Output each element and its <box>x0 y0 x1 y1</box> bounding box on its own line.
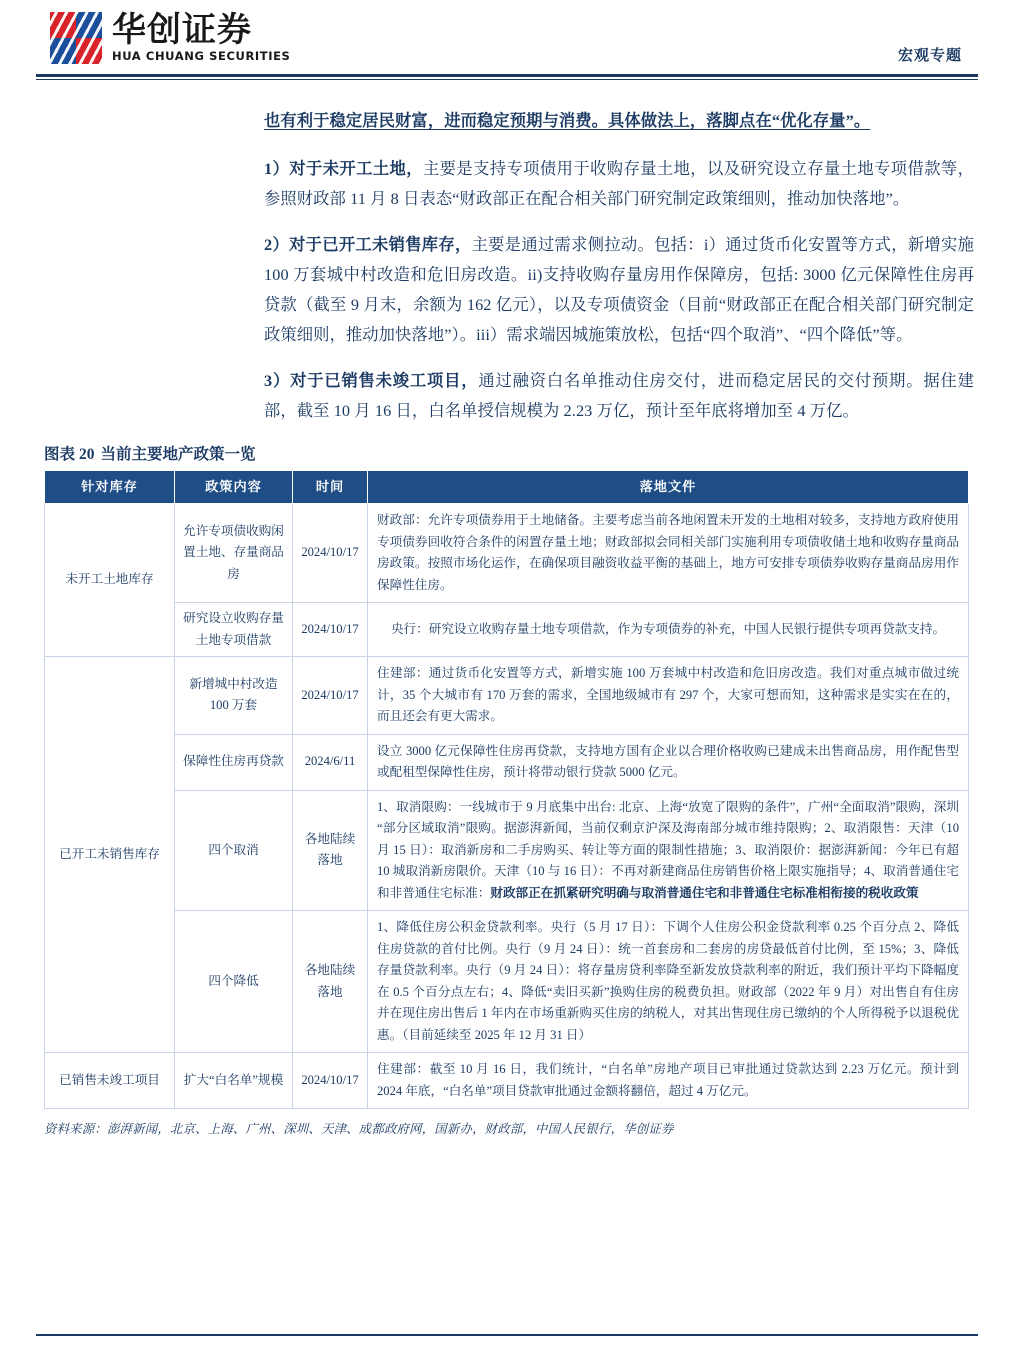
company-logo <box>50 9 291 64</box>
cell-date: 2024/10/17 <box>293 603 368 657</box>
table-row <box>45 734 969 790</box>
cell-document: 央行：研究设立收购存量土地专项借款，作为专项债券的补充，中国人民银行提供专项再贷款支持。 <box>368 603 969 657</box>
cell-policy: 扩大“白名单”规模 <box>175 1053 293 1109</box>
cell-document-bold-tail: 财政部正在抓紧研究明确与取消普通住宅和非普通住宅标准相衔接的税收政策 <box>490 885 919 900</box>
exhibit-title <box>44 442 1014 464</box>
exhibit-caption: 当前主要地产政策一览 <box>100 446 256 463</box>
table-row <box>45 657 969 735</box>
logo-chinese-name: 华创证券 <box>112 9 252 50</box>
cell-document: 住建部：截至 10 月 16 日，我们统计，“白名单”房地产项目已审批通过贷款达到 2.23 万亿元。预计到 2024 年底，“白名单”项目贷款审批通过金额将翻倍，超过 4 万亿元。 <box>368 1053 969 1109</box>
table-row <box>45 504 969 603</box>
table-row <box>45 911 969 1053</box>
cell-policy: 四个取消 <box>175 790 293 911</box>
cell-date: 2024/6/11 <box>293 734 368 790</box>
logo-english-name: HUA CHUANG SECURITIES <box>112 48 291 63</box>
header-section-label: 宏观专题 <box>897 46 962 64</box>
source-note: 资料来源：澎湃新闻，北京、上海、广州、深圳、天津、成都政府网，国新办，财政部，中国人民银行，华创证券 <box>44 1122 674 1136</box>
paragraph-3-text: 通过融资白名单推动住房交付，进而稳定居民的交付预期。据住建部，截至 10 月 16 日，白名单授信规模为 2.23 万亿，预计至年底将增加至 4 万亿。 <box>264 371 974 420</box>
cell-document: 设立 3000 亿元保障性住房再贷款，支持地方国有企业以合理价格收购已建成未出售商品房，用作配售型或配租型保障性住房，预计将带动银行贷款 5000 亿元。 <box>368 734 969 790</box>
cell-policy: 四个降低 <box>175 911 293 1053</box>
cell-document: 住建部：通过货币化安置等方式，新增实施 100 万套城中村改造和危旧房改造。我们对重点城市做过统计，35 个大城市有 170 万套的需求，全国地级城市有 297 个，大家可想而知，这种需求是实实在在的，而且还会有更大需求。 <box>368 657 969 735</box>
logo-mark-icon <box>50 12 102 64</box>
cell-category: 已销售未竣工项目 <box>45 1053 175 1109</box>
paragraph-1-text: 主要是支持专项债用于收购存量土地，以及研究设立存量土地专项借款等，参照财政部 11 月 8 日表态“财政部正在配合相关部门研究制定政策细则，推动加快落地”。 <box>264 159 974 208</box>
table-header-row <box>45 471 969 504</box>
paragraph-1 <box>264 154 974 214</box>
paragraph-3 <box>264 366 974 426</box>
column-header-document: 落地文件 <box>368 471 969 504</box>
cell-policy: 保障性住房再贷款 <box>175 734 293 790</box>
cell-document <box>368 790 969 911</box>
table-body <box>45 504 969 1109</box>
table-header <box>45 471 969 504</box>
header-divider-thin <box>36 79 978 80</box>
cell-date: 2024/10/17 <box>293 1053 368 1109</box>
body-copy <box>264 106 974 426</box>
cell-category: 已开工未销售库存 <box>45 657 175 1053</box>
paragraph-2-text: 主要是通过需求侧拉动。包括：i）通过货币化安置等方式，新增实施 100 万套城中村改造和危旧房改造。ii)支持收购存量房用作保障房，包括: 3000 亿元保障性住房再贷款（截至 9 月末，余额为 162 亿元），以及专项债资金（目前“财政部正在配合相关部门研究制定政策细则，推动加快落地”）。iii）需求端因城施策放松，包括“四个取消”、“四个降低”等。 <box>264 235 974 344</box>
column-header-policy: 政策内容 <box>175 471 293 504</box>
cell-date: 各地陆续落地 <box>293 911 368 1053</box>
footer-divider <box>36 1334 978 1336</box>
cell-policy: 允许专项债收购闲置土地、存量商品房 <box>175 504 293 603</box>
page-header <box>0 0 1014 76</box>
cell-policy: 研究设立收购存量土地专项借款 <box>175 603 293 657</box>
exhibit-label: 图表 <box>44 446 76 463</box>
table-row <box>45 790 969 911</box>
paragraph-2 <box>264 230 974 350</box>
policy-table <box>44 470 969 1109</box>
exhibit-number: 20 <box>79 446 95 463</box>
table-row <box>45 1053 969 1109</box>
paragraph-2-bold-prefix: 2）对于已开工未销售库存， <box>264 235 472 254</box>
cell-policy: 新增城中村改造 100 万套 <box>175 657 293 735</box>
paragraph-3-bold-prefix: 3）对于已销售未竣工项目， <box>264 371 479 390</box>
column-header-category: 针对库存 <box>45 471 175 504</box>
cell-category: 未开工土地库存 <box>45 504 175 657</box>
paragraph-1-bold-prefix: 1）对于未开工土地， <box>264 159 423 178</box>
lead-paragraph: 也有利于稳定居民财富，进而稳定预期与消费。具体做法上，落脚点在“优化存量”。 <box>264 111 871 130</box>
cell-document: 1、降低住房公积金贷款利率。央行（5 月 17 日）：下调个人住房公积金贷款利率 0.25 个百分点 2、降低住房贷款的首付比例。央行（9 月 24 日）：统一首套房和二套房的房贷最低首付比例，至 15%；3、降低存量贷款利率。央行（9 月 24 日）：将存量房贷利率降至新发放贷款利率的附近，我们预计平均下降幅度在 0.5 个百分点左右；4、降低“卖旧买新”换购住房的税费负担。财政部（2022 年 9 月）对出售自有住房并在现住房出售后 1 年内在市场重新购买住房的纳税人，对其出售现住房已缴纳的个人所得税予以退税优惠。（目前延续至 2025 年 12 月 31 日） <box>368 911 969 1053</box>
cell-document: 财政部：允许专项债券用于土地储备。主要考虑当前各地闲置未开发的土地相对较多，支持地方政府使用专项债券回收符合条件的闲置存量土地；财政部拟会同相关部门实施利用专项债收储土地和收购存量商品房政策。按照市场化运作，在确保项目融资收益平衡的基础上，地方可安排专项债券收购存量商品房用作保障性住房。 <box>368 504 969 603</box>
column-header-date: 时间 <box>293 471 368 504</box>
cell-document-text: 1、取消限购：一线城市于 9 月底集中出台: 北京、上海“放宽了限购的条件”，广州“全面取消”限购，深圳“部分区域取消”限购。据澎湃新闻，当前仅剩京沪深及海南部分城市维持限购；2、取消限售：天津（10 月 15 日）：取消新房和二手房购买、转让等方面的限制性措施；3、取消限价：据澎湃新闻：今年已有超 10 城取消新房限价。天津（10 与 16 日）：不再对新建商品住房销售价格上限实施指导；4、取消普通住宅和非普通住宅标准： <box>377 799 959 900</box>
cell-date: 各地陆续落地 <box>293 790 368 911</box>
cell-date: 2024/10/17 <box>293 504 368 603</box>
header-divider-thick <box>36 74 978 77</box>
cell-date: 2024/10/17 <box>293 657 368 735</box>
table-row <box>45 603 969 657</box>
